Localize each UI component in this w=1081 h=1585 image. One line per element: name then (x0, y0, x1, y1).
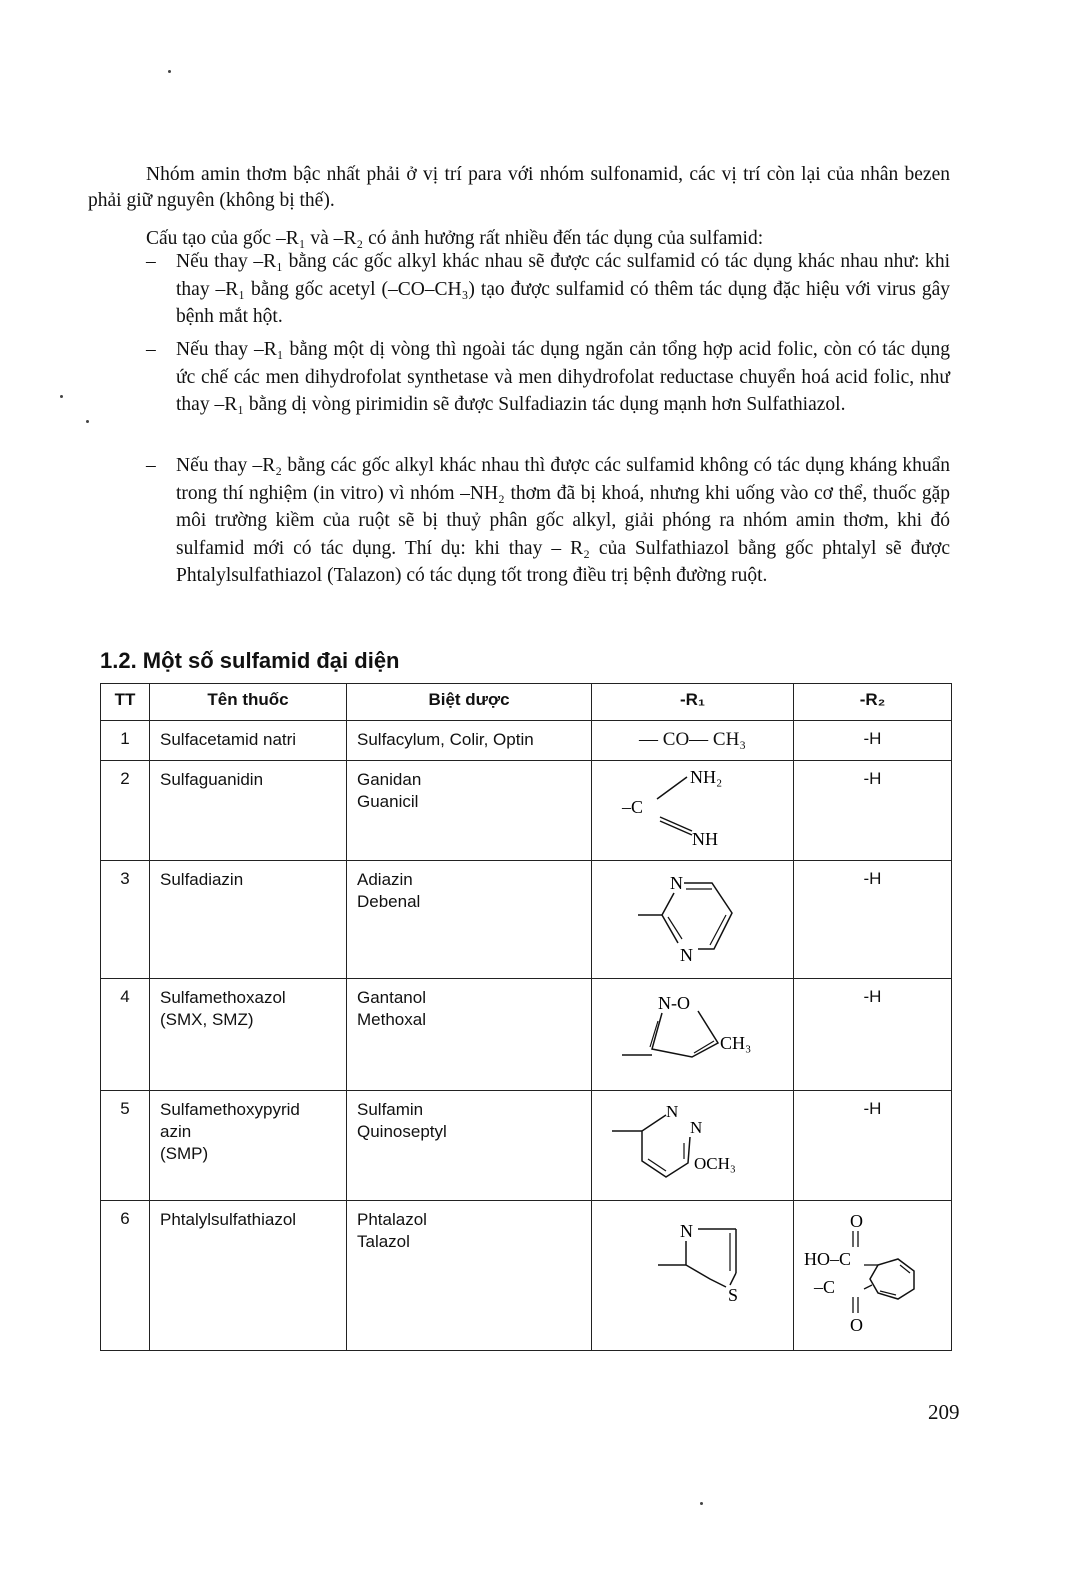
section-heading: 1.2. Một số sulfamid đại diện (100, 648, 400, 673)
brand-line: Methoxal (357, 1010, 426, 1029)
header-r1: -R₁ (592, 684, 794, 721)
r2-value: -H (794, 861, 952, 979)
ring-nitrogen: N (680, 1221, 693, 1241)
drug-name-line: Sulfacetamid natri (160, 730, 297, 749)
ring-nitrogen-top: N (670, 873, 683, 893)
bullet-item (146, 248, 950, 331)
n-o-label: N-O (658, 993, 690, 1013)
r1-structure-pyridazine (592, 1091, 794, 1201)
methyl-label: CH₃ (720, 1033, 752, 1053)
table-row (101, 979, 952, 1091)
methoxy-label: OCH₃ (694, 1154, 736, 1173)
table-row (101, 861, 952, 979)
hydroxy-carbon-label: HO–C (804, 1249, 852, 1269)
bullet-dash: – (146, 251, 156, 272)
drug-name-line: Phtalylsulfathiazol (160, 1210, 297, 1229)
brand-line: Talazol (357, 1232, 410, 1251)
row-number: 3 (101, 861, 150, 979)
header-brand: Biệt dược (347, 684, 592, 721)
bullet-item (146, 452, 950, 590)
bullet-dash: – (146, 455, 156, 476)
drug-name-line: Sulfaguanidin (160, 770, 264, 789)
drug-name-line: (SMP) (160, 1144, 209, 1163)
acyl-carbon-label: –C (814, 1277, 836, 1297)
drug-name-line: (SMX, SMZ) (160, 1010, 254, 1029)
row-number: 2 (101, 761, 150, 861)
substituent-paragraph: Cấu tạo của gốc –R₁ và –R₂ có ảnh hưởng rất nhiều đến tác dụng của sulfamid: (146, 227, 764, 249)
nh2-label: NH₂ (690, 769, 723, 787)
drug-name (150, 861, 347, 979)
row-number: 1 (101, 721, 150, 761)
scan-speck (86, 420, 89, 423)
ring-sulfur: S (728, 1285, 739, 1305)
brand-line: Gantanol (357, 988, 426, 1007)
r1-acetyl: — CO— CH₃ (592, 721, 794, 761)
row-number: 5 (101, 1091, 150, 1201)
brand-name (347, 1201, 592, 1351)
header-drug-name: Tên thuốc (150, 684, 347, 721)
bullet-item (146, 336, 950, 419)
table-row (101, 1091, 952, 1201)
page-number: 209 (928, 1400, 960, 1424)
drug-name (150, 721, 347, 761)
drug-name-line: Sulfadiazin (160, 870, 244, 889)
header-r2: -R₂ (794, 684, 952, 721)
row-number: 6 (101, 1201, 150, 1351)
ring-nitrogen-bottom: N (680, 945, 693, 965)
drug-name (150, 761, 347, 861)
scan-speck (700, 1502, 703, 1505)
table-row (101, 1201, 952, 1351)
brand-name (347, 861, 592, 979)
r1-structure-pyrimidine (592, 861, 794, 979)
r2-value: -H (794, 761, 952, 861)
brand-name (347, 1091, 592, 1201)
phtalyl-structure (804, 1209, 929, 1339)
drug-name-line: Sulfamethoxypyrid (160, 1100, 300, 1119)
table-header-row (101, 684, 952, 721)
thiazole-structure (602, 1209, 772, 1309)
brand-name (347, 721, 592, 761)
bullet-dash: – (146, 339, 156, 360)
drug-name (150, 979, 347, 1091)
bullet-text: Nếu thay –R₁ bằng một dị vòng thì ngoài tác dụng ngăn cản tổng hợp acid folic, còn có tác dụng ức chế các men dihydrofolat synthetase và men dihydrofolat reductase chuyển hoá acid folic, như thay –R₁ bằng dị vòng pirimidin sẽ được Sulfadiazin tác dụng mạnh hơn Sulfathiazol. (176, 339, 950, 415)
carbon-label: –C (622, 797, 644, 817)
drug-name (150, 1201, 347, 1351)
brand-line: Guanicil (357, 792, 419, 811)
drug-name-line: Sulfamethoxazol (160, 988, 286, 1007)
brand-line: Adiazin (357, 870, 413, 889)
header-tt: TT (101, 684, 150, 721)
drug-name-line: azin (160, 1122, 192, 1141)
brand-line: Ganidan (357, 770, 422, 789)
r2-structure-phtalyl (794, 1201, 952, 1351)
r1-structure-thiazole (592, 1201, 794, 1351)
intro-paragraph: Nhóm amin thơm bậc nhất phải ở vị trí para với nhóm sulfonamid, các vị trí còn lại của nhân bezen phải giữ nguyên (không bị thế). (88, 163, 950, 211)
pyridazine-structure (602, 1099, 772, 1189)
r2-value: -H (794, 1091, 952, 1201)
carbonyl-oxygen-top: O (850, 1211, 863, 1231)
scan-speck (60, 395, 63, 398)
carbonyl-oxygen-bottom: O (850, 1315, 863, 1335)
bullet-text: Nếu thay –R₂ bằng các gốc alkyl khác nhau thì được các sulfamid không có tác dụng kháng khuẩn trong thí nghiệm (in vitro) vì nhóm –NH₂ thơm đã bị khoá, nhưng khi uống vào cơ thể, thuốc gặp môi trường kiềm của ruột sẽ bị thuỷ phân gốc alkyl, giải phóng ra nhóm amin thơm, khi đó sulfamid mới có tác dụng. Thí dụ: khi thay – R₂ của Sulfathiazol bằng gốc phtalyl sẽ được Phtalylsulfathiazol (Talazon) có tác dụng tốt trong điều trị bệnh đường ruột. (176, 455, 950, 586)
ring-nitrogen-1: N (666, 1102, 679, 1121)
bullet-text: Nếu thay –R₁ bằng các gốc alkyl khác nhau sẽ được các sulfamid có tác dụng khác nhau như: khi thay –R₁ bằng gốc acetyl (–CO–CH₃) tạo được sulfamid có thêm tác dụng đặc hiệu với virus gây bệnh mắt hột. (176, 251, 950, 327)
brand-name (347, 979, 592, 1091)
scan-speck (168, 70, 171, 73)
nh-label: NH (692, 829, 718, 849)
row-number: 4 (101, 979, 150, 1091)
brand-line: Sulfacylum, Colir, Optin (357, 730, 534, 749)
brand-line: Phtalazol (357, 1210, 427, 1229)
brand-line: Sulfamin (357, 1100, 424, 1119)
r1-structure-isoxazole (592, 979, 794, 1091)
drug-name (150, 1091, 347, 1201)
pyrimidine-structure (602, 869, 762, 965)
table-row (101, 721, 952, 761)
brand-line: Debenal (357, 892, 421, 911)
r1-structure-guanidine (592, 761, 794, 861)
isoxazole-structure (602, 987, 772, 1073)
r2-value: -H (794, 721, 952, 761)
table-row (101, 761, 952, 861)
r2-value: -H (794, 979, 952, 1091)
guanidine-structure (602, 769, 762, 849)
brand-name (347, 761, 592, 861)
brand-line: Quinoseptyl (357, 1122, 447, 1141)
ring-nitrogen-2: N (690, 1118, 703, 1137)
sulfamid-table (100, 683, 952, 1351)
